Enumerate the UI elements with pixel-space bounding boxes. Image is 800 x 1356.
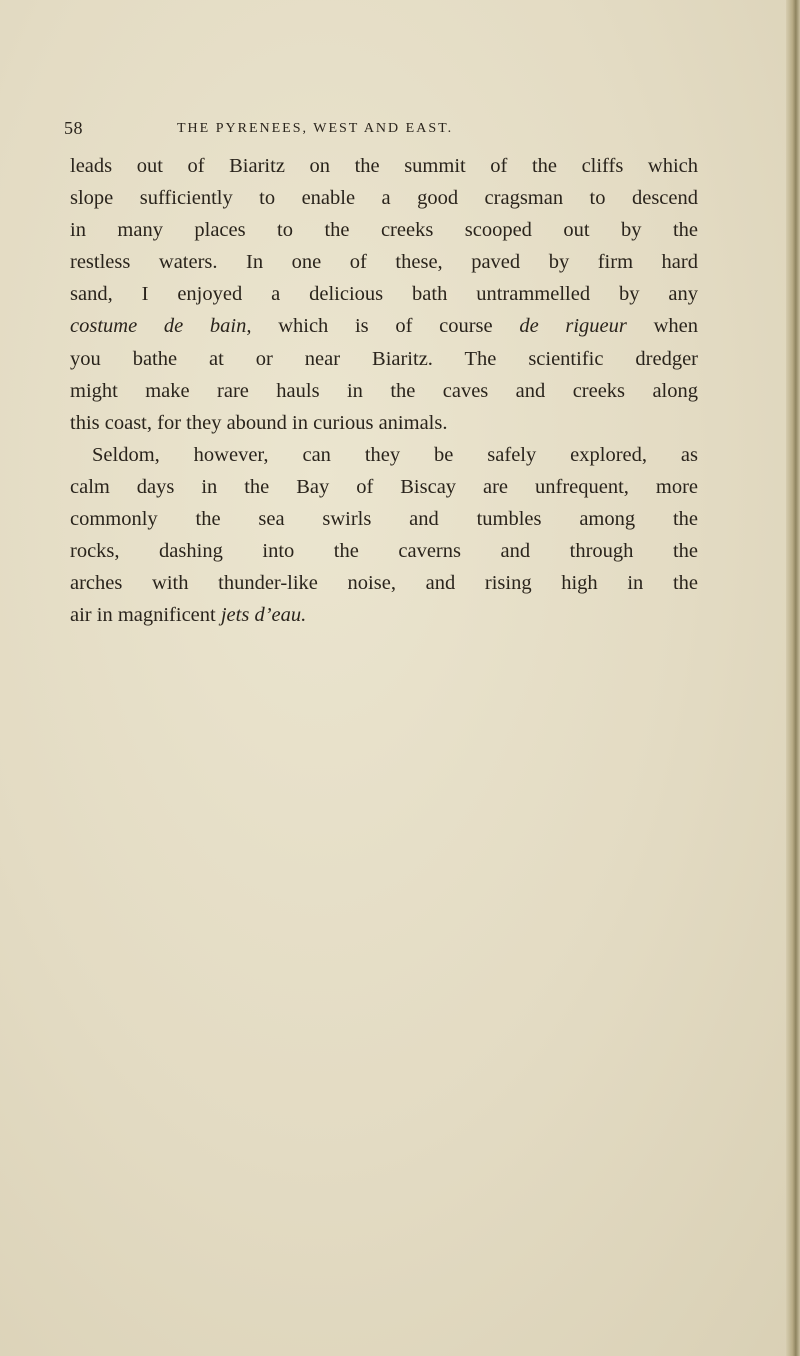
body-paragraphs [70,150,698,631]
text-line: sand, I enjoyed a delicious bath untrammelled by any [70,283,698,306]
text-segment: when [626,315,698,338]
text-line: might make rare hauls in the caves and creeks along [70,379,698,402]
text-line [70,310,698,342]
text-line: Seldom, however, can they be safely explored, as [92,443,698,466]
italic-phrase: jets d’eau. [220,604,307,627]
text-line: leads out of Biaritz on the summit of the cliffs which [70,155,698,177]
running-title: THE PYRENEES, WEST AND EAST. [177,121,454,136]
text-segment: air in magnificent [70,604,221,627]
page-number: 58 [64,118,83,138]
text-line: you bathe at or near Biaritz. The scientific dredger [70,347,698,370]
text-line: this coast, for they abound in curious animals. [70,411,448,434]
page-edge [786,0,800,1356]
text-line: calm days in the Bay of Biscay are unfrequent, more [70,475,698,498]
text-line: in many places to the creeks scooped out by the [70,219,698,242]
text-line [70,599,698,631]
italic-phrase: costume de bain, [70,315,252,338]
text-line: arches with thunder-like noise, and rising high in the [70,572,698,595]
text-line: commonly the sea swirls and tumbles among the [70,508,698,531]
text-line: slope sufficiently to enable a good cragsman to descend [70,187,698,210]
text-segment: which is of course [251,315,520,338]
text-line: restless waters. In one of these, paved by firm hard [70,251,698,274]
italic-phrase: de rigueur [519,315,627,338]
running-header [64,118,744,142]
text-line: rocks, dashing into the caverns and through the [70,540,698,563]
